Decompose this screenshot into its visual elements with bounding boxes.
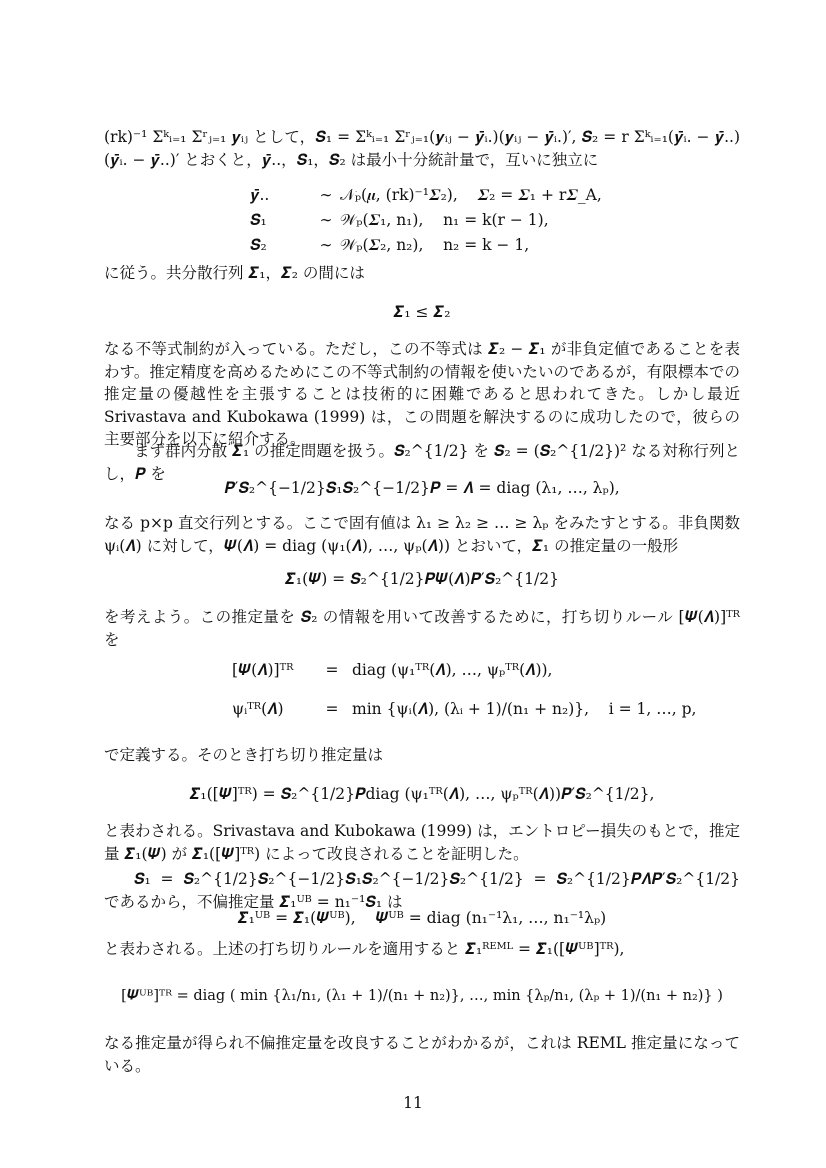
paragraph-9: 𝑺₁ = 𝑺₂^{1/2}𝑺₂^{−1/2}𝑺₁𝑺₂^{−1/2}𝑺₂^{1/2} = 𝑺₂^{1/2}𝑷𝜦𝑷′𝑺₂^{1/2} であるから，不偏推定量 𝜮̂₁ᵁᴮ = n₁⁻¹𝑺₁ は (104, 870, 745, 911)
paragraph-8: と表わされる。Srivastava and Kubokawa (1999) は，エントロピー損失のもとで，推定量 𝜮̂₁(𝜳) が 𝜮̂₁([𝜳]ᵀᴿ) によって改良されることを証明した。 (104, 822, 740, 863)
paragraph-5: なる p×p 直交行列とする。ここで固有値は λ₁ ≥ λ₂ ≥ … ≥ λₚ をみたすとする。非負関数 ψᵢ(𝜦) に対して，𝜳(𝜦) = diag (ψ₁(𝜦), …, ψₚ(𝜦)) とおいて，𝜮₁ の推定量の一般形 (104, 514, 745, 555)
equation-row (232, 658, 696, 683)
truncation-rule-equations (232, 658, 696, 722)
equation-rhs: 𝒲ₚ(𝜮₁, n₁), n₁ = k(r − 1), (340, 211, 549, 229)
equation-relation: ∼ (319, 211, 333, 229)
truncated-estimator-equation: 𝜮̂₁([𝜳]ᵀᴿ) = 𝑺₂^{1/2}𝑷diag (ψ₁ᵀᴿ(𝜦), …, ψₚᵀᴿ(𝜦))𝑷′𝑺₂^{1/2}, (189, 785, 655, 803)
equation-row (250, 208, 602, 233)
paragraph-6: を考えよう。この推定量を 𝑺₂ の情報を用いて改善するために，打ち切りルール [𝜳(𝜦)]ᵀᴿ を (104, 608, 745, 649)
equation-lhs: 𝑺₂ (250, 236, 267, 254)
equation-lhs: 𝒚̄.. (250, 186, 270, 204)
paragraph-7: で定義する。そのとき打ち切り推定量は (104, 746, 384, 764)
equation-rhs: 𝒩ₚ(𝝁, (rk)⁻¹𝜮₂), 𝜮₂ = 𝜮₁ + r𝜮_A, (340, 186, 602, 204)
paragraph-2: に従う。共分散行列 𝜮₁，𝜮₂ の間には (104, 264, 365, 282)
equation-lhs: [𝜳(𝜦)]ᵀᴿ (232, 661, 294, 679)
equation-rhs: 𝒲ₚ(𝜮₂, n₂), n₂ = k − 1, (340, 236, 530, 254)
equation-rhs: diag (ψ₁ᵀᴿ(𝜦), …, ψₚᵀᴿ(𝜦)), (352, 661, 553, 679)
paragraph-10: と表わされる。上述の打ち切りルールを適用すると 𝜮̂₁ᴿᴱᴹᴸ = 𝜮̂₁([𝜳ᵁᴮ]ᵀᴿ), (104, 940, 625, 958)
diagonalization-equation: 𝑷′𝑺₂^{−1/2}𝑺₁𝑺₂^{−1/2}𝑷 = 𝜦 = diag (λ₁, …, λₚ), (224, 479, 620, 497)
paragraph-4: まず群内分散 𝜮₁ の推定問題を扱う。𝑺₂^{1/2} を 𝑺₂ = (𝑺₂^{1/2})² なる対称行列とし，𝑷 を (104, 442, 740, 483)
unbiased-estimator-equation: 𝜮̂₁ᵁᴮ = 𝜮̂₁(𝜳ᵁᴮ), 𝜳ᵁᴮ = diag (n₁⁻¹λ₁, …, n₁⁻¹λₚ) (237, 909, 607, 927)
page-number: 11 (403, 1094, 423, 1112)
equation-relation: = (325, 661, 339, 679)
equation-relation: = (325, 700, 339, 718)
equation-lhs: ψᵢᵀᴿ(𝜦) (232, 700, 284, 718)
equation-row (250, 183, 602, 208)
general-estimator-equation: 𝜮̂₁(𝜳) = 𝑺₂^{1/2}𝑷𝜳(𝜦)𝑷′𝑺₂^{1/2} (285, 570, 559, 588)
equation-row (250, 233, 602, 258)
equation-relation: ∼ (319, 186, 333, 204)
reml-equation: [𝜳ᵁᴮ]ᵀᴿ = diag ( min {λ₁/n₁, (λ₁ + 1)/(n₁ + n₂)}, …, min {λₚ/n₁, (λₚ + 1)/(n₁ + n₂)} ) (121, 988, 723, 1004)
equation-row (232, 697, 696, 722)
equation-relation: ∼ (319, 236, 333, 254)
paragraph-1: (rk)⁻¹ Σᵏᵢ₌₁ Σʳⱼ₌₁ 𝒚ᵢⱼ として，𝑺₁ = Σᵏᵢ₌₁ Σʳⱼ₌₁(𝒚ᵢⱼ − 𝒚̄ᵢ.)(𝒚ᵢⱼ − 𝒚̄ᵢ.)′, 𝑺₂ = r Σᵏᵢ₌₁(𝒚̄ᵢ. − 𝒚̄..)(𝒚̄ᵢ. − 𝒚̄..)′ とおくと，𝒚̄..，𝑺₁，𝑺₂ は最小十分統計量で，互いに独立に (104, 128, 740, 169)
equation-rhs: min {ψᵢ(𝜦), (λᵢ + 1)/(n₁ + n₂)}, i = 1, …, p, (352, 700, 697, 718)
distribution-equations (250, 183, 602, 258)
paragraph-3: なる不等式制約が入っている。ただし，この不等式は 𝜮₂ − 𝜮₁ が非負定値であることを表わす。推定精度を高めるためにこの不等式制約の情報を使いたいのであるが，有限標本での推定量の優越性を主張することは技術的に困難であると思われてきた。しかし最近 Srivastava and Kubokawa (1999) は，この問題を解決するのに成功したので，彼らの主要部分を以下に紹介する。 (104, 340, 745, 448)
paragraph-11: なる推定量が得られ不偏推定量を改良することがわかるが，これは REML 推定量になっている。 (104, 1034, 740, 1075)
equation-lhs: 𝑺₁ (250, 211, 267, 229)
inequality-equation: 𝜮₁ ≤ 𝜮₂ (393, 303, 451, 321)
